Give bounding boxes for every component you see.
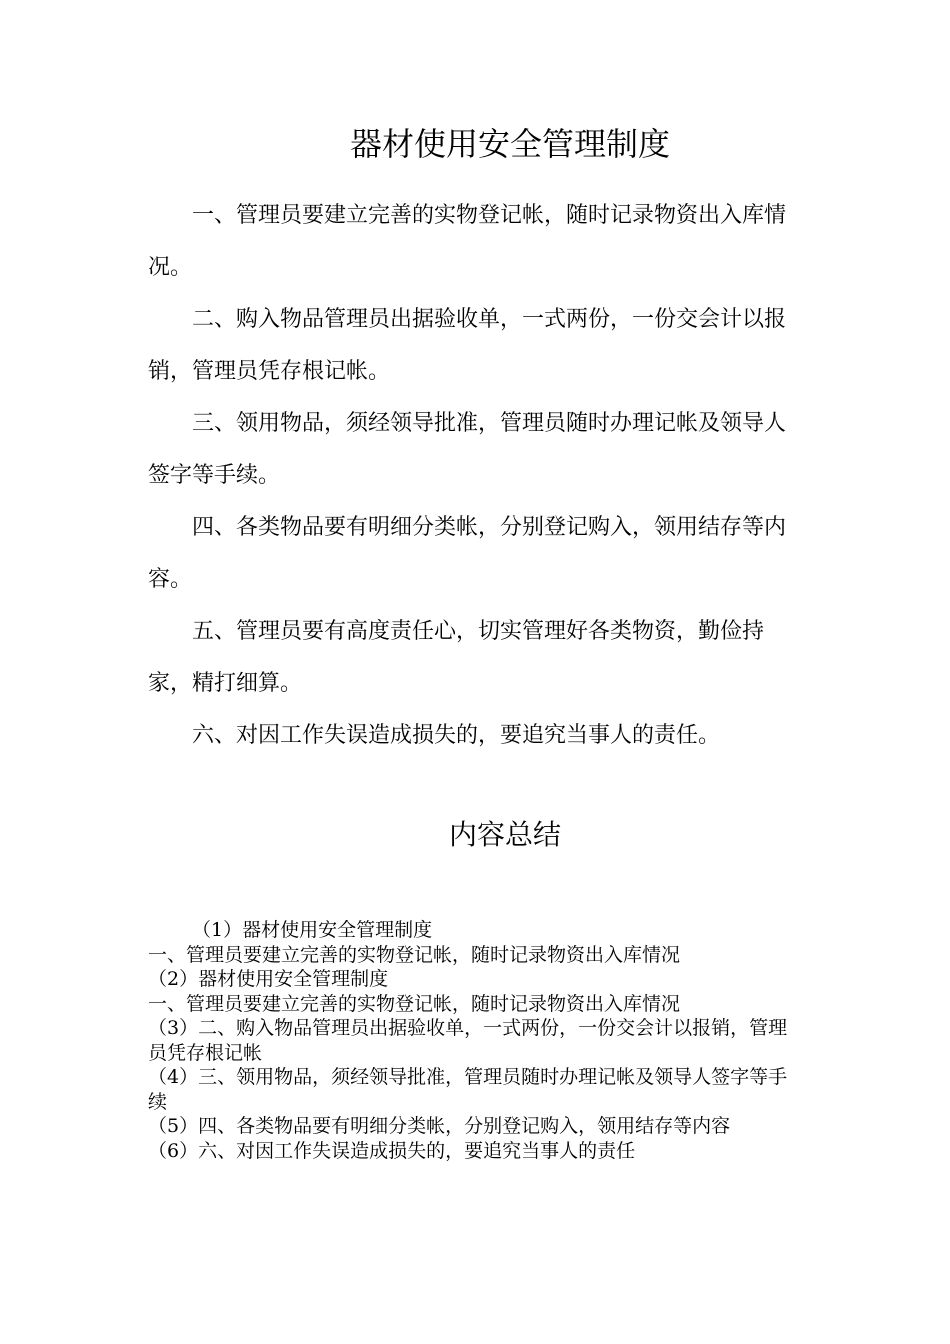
summary-line-8: （6）六、对因工作失误造成损失的，要追究当事人的责任 [148,1139,636,1162]
paragraph-6: 六、对因工作失误造成损失的，要追究当事人的责任。 [192,723,721,748]
summary-line-6: （4）三、领用物品，须经领导批准，管理员随时办理记帐及领导人签字等手续 [148,1066,788,1113]
paragraph-5: 五、管理员要有高度责任心，切实管理好各类物资，勤俭持家，精打细算。 [148,619,765,696]
summary-line-4: 一、管理员要建立完善的实物登记帐，随时记录物资出入库情况 [148,992,681,1015]
summary-line-3: （2）器材使用安全管理制度 [148,968,389,990]
paragraph-2: 二、购入物品管理员出据验收单，一式两份，一份交会计以报销，管理员凭存根记帐。 [148,307,787,384]
document-title: 器材使用安全管理制度 [349,125,670,163]
summary-line-1: （1）器材使用安全管理制度 [192,919,433,941]
summary-line-7: （5）四、各类物品要有明细分类帐，分别登记购入，领用结存等内容 [148,1115,731,1137]
summary-line-5: （3）二、购入物品管理员出据验收单，一式两份，一份交会计以报销，管理员凭存根记帐 [148,1017,788,1064]
summary-line-2: 一、管理员要建立完善的实物登记帐，随时记录物资出入库情况 [148,943,681,966]
summary-list [148,918,804,1163]
paragraph-3: 三、领用物品，须经领导批准，管理员随时办理记帐及领导人签字等手续。 [148,411,787,488]
paragraph-4: 四、各类物品要有明细分类帐，分别登记购入，领用结存等内容。 [148,515,787,592]
document-body [148,190,800,762]
summary-title: 内容总结 [448,818,561,851]
paragraph-1: 一、管理员要建立完善的实物登记帐，随时记录物资出入库情况。 [148,203,787,280]
